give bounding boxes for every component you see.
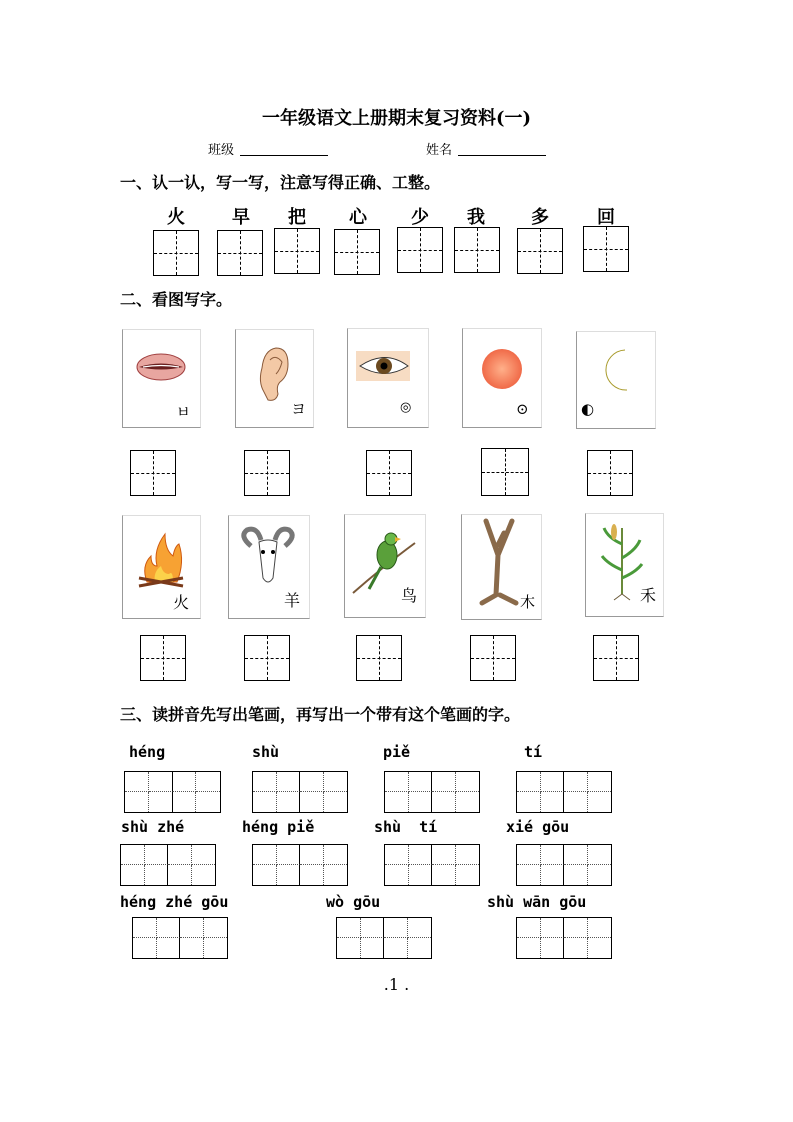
pinyin-label: shù wān gōu	[487, 893, 587, 911]
section-2-heading: 二、看图写字。	[120, 290, 233, 309]
glyph-hint: 木	[520, 593, 536, 611]
stroke-writing-grid[interactable]	[516, 844, 612, 886]
sheep-picture	[228, 515, 310, 619]
pinyin-label: héng zhé gōu	[120, 893, 229, 911]
pinyin-label: shù	[252, 743, 280, 761]
writing-box[interactable]	[334, 229, 380, 275]
char-label: 回	[597, 207, 615, 228]
glyph-hint: ヨ	[291, 400, 307, 418]
section-3-heading: 三、读拼音先写出笔画，再写出一个带有这个笔画的字。	[120, 705, 521, 724]
writing-box[interactable]	[517, 228, 563, 274]
section-1-heading: 一、认一认，写一写，注意写得正确、工整。	[120, 173, 441, 192]
writing-box[interactable]	[481, 448, 529, 496]
writing-box[interactable]	[140, 635, 186, 681]
pinyin-label: wò gōu	[326, 893, 381, 911]
pinyin-label: shù zhé	[121, 818, 185, 836]
char-label: 多	[531, 207, 549, 228]
writing-box[interactable]	[274, 228, 320, 274]
char-label: 少	[411, 207, 429, 228]
glyph-hint: ◐	[581, 400, 595, 418]
grain-picture	[585, 513, 664, 617]
char-label: 火	[167, 207, 185, 228]
stroke-writing-grid[interactable]	[516, 771, 612, 813]
fire-picture	[122, 515, 201, 619]
pinyin-label: héng	[129, 743, 166, 761]
sun-picture	[462, 328, 542, 428]
bird-picture	[344, 514, 426, 618]
pinyin-label: tí	[524, 743, 543, 761]
pinyin-label: shù tí	[374, 818, 438, 836]
writing-box[interactable]	[583, 226, 629, 272]
stroke-writing-grid[interactable]	[384, 771, 480, 813]
stroke-writing-grid[interactable]	[384, 844, 480, 886]
name-field[interactable]	[458, 141, 546, 156]
glyph-hint: 鸟	[401, 586, 418, 605]
writing-box[interactable]	[153, 230, 199, 276]
stroke-writing-grid[interactable]	[516, 917, 612, 959]
moon-picture	[576, 331, 656, 429]
writing-box[interactable]	[366, 450, 412, 496]
stroke-writing-grid[interactable]	[132, 917, 228, 959]
writing-box[interactable]	[356, 635, 402, 681]
ear-picture	[235, 329, 314, 428]
writing-box[interactable]	[244, 450, 290, 496]
glyph-hint: ◎	[400, 400, 412, 415]
char-label: 我	[467, 207, 485, 228]
pinyin-label: piě	[383, 743, 411, 761]
writing-box[interactable]	[470, 635, 516, 681]
page-title: 一年级语文上册期末复习资料(一)	[261, 108, 532, 129]
pinyin-label: héng piě	[242, 818, 315, 836]
char-label: 把	[288, 207, 306, 228]
writing-box[interactable]	[587, 450, 633, 496]
class-field[interactable]	[240, 141, 328, 156]
mouth-picture	[122, 329, 201, 428]
stroke-writing-grid[interactable]	[252, 844, 348, 886]
char-label: 心	[349, 207, 367, 228]
stroke-writing-grid[interactable]	[120, 844, 216, 886]
writing-box[interactable]	[593, 635, 639, 681]
name-label: 姓名	[426, 143, 453, 158]
glyph-hint: 火	[173, 593, 190, 612]
writing-box[interactable]	[244, 635, 290, 681]
pinyin-label: xié gōu	[506, 818, 570, 836]
writing-box[interactable]	[454, 227, 500, 273]
glyph-hint: ⊙	[516, 400, 529, 418]
stroke-writing-grid[interactable]	[336, 917, 432, 959]
stroke-writing-grid[interactable]	[124, 771, 221, 813]
page-number: .1 .	[383, 975, 410, 994]
writing-box[interactable]	[397, 227, 443, 273]
eye-icon	[348, 329, 428, 427]
glyph-hint: ㅂ	[176, 403, 191, 421]
class-label: 班级	[208, 143, 235, 158]
eye-picture	[347, 328, 429, 428]
sun-icon	[463, 329, 541, 427]
writing-box[interactable]	[217, 230, 263, 276]
glyph-hint: 羊	[284, 591, 301, 610]
glyph-hint: 禾	[640, 586, 657, 605]
writing-box[interactable]	[130, 450, 176, 496]
stroke-writing-grid[interactable]	[252, 771, 348, 813]
tree-picture	[461, 514, 542, 620]
char-label: 早	[232, 207, 250, 228]
